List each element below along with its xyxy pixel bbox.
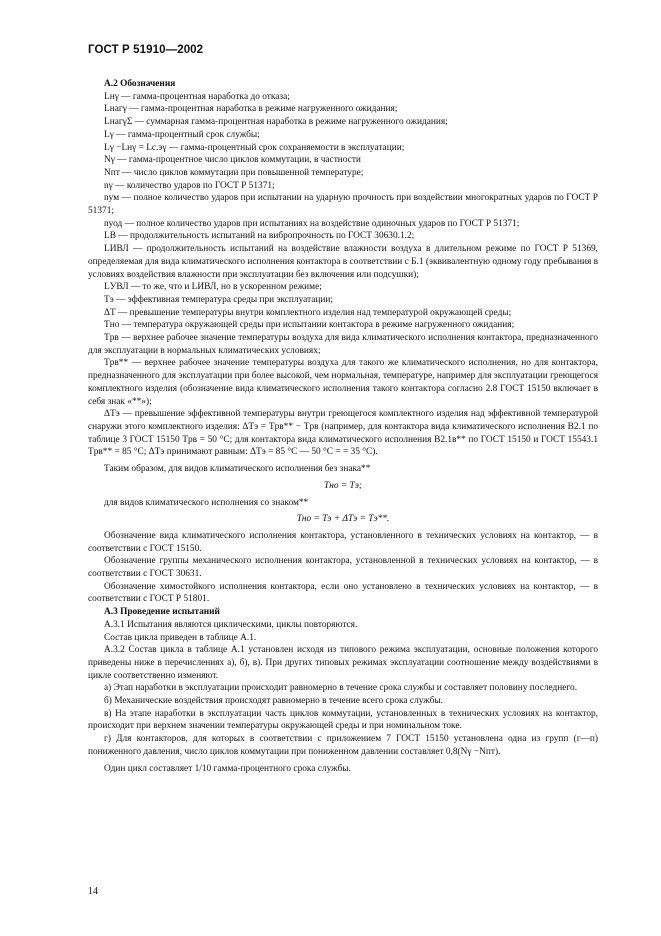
definition: Lγ — гамма-процентный срок службы; xyxy=(104,129,260,140)
paragraph-with: для видов климатического исполнения со знаком** xyxy=(104,497,309,508)
definition: nγ — количество ударов по ГОСТ Р 51371; xyxy=(104,180,275,191)
note: Обозначение химостойкого исполнения контактора, если оно установлено в технических условиях на контактор, — в соответствии с ГОСТ Р 51801. xyxy=(88,581,598,605)
definition: Lнагγ — гамма-процентная наработка в режиме нагруженного ожидания; xyxy=(104,104,398,115)
definition: Tрв — верхнее рабочее значение температуры воздуха для вида климатического исполнения контактора, предназначенного для эксплуатации в нормальных климатических условиях; xyxy=(88,333,598,356)
definition: Tрв** — верхнее рабочее значение температуры воздуха для такого же климатического исполнения, но для контактора, предназначенного для эксплуатации при более высокой, чем нормальная, температуре, например для эксплуатации греющегося комплектного изделия (обозначение вида климатического исполнения такого контактора согласно 2.8 ГОСТ 15150 включает в себя знак «**»); xyxy=(88,358,598,407)
formula-2: Tно = Tэ + ΔTэ = Tэ**. xyxy=(296,514,390,525)
definition: LИВЛ — продолжительность испытаний на воздействие влажности воздуха в длительном режиме по ГОСТ Р 51369, определяемая для вида климатического исполнения контактора в соответствии с Б.1 (эквивалентную одному году пребывания в условиях воздействия влажности при эксплуатации без включения или подсушки); xyxy=(88,244,598,280)
definition: ΔT — превышение температуры внутри комплектного изделия над температурой окружающей среды; xyxy=(104,307,512,318)
definition: Nγ — гамма-процентное число циклов коммутации, в частности xyxy=(104,155,361,166)
definition: Tно — температура окружающей среды при испытании контактора в режиме нагруженного ожидания; xyxy=(104,320,515,331)
definition: Nпт — число циклов коммутации при повышенной температуре; xyxy=(104,167,364,178)
definition: LнагγΣ — суммарная гамма-процентная наработка в режиме нагруженного ожидания; xyxy=(104,117,448,128)
definition: Lγ −Lнγ = Lс.эγ — гамма-процентный срок сохраняемости в эксплуатации; xyxy=(104,142,405,153)
definition: nум — полное количество ударов при испытании на ударную прочность при воздействии многократных ударов по ГОСТ Р 51371; xyxy=(88,193,598,217)
formula-1: Tно = Tэ; xyxy=(324,480,362,491)
paragraph: А.3.1 Испытания являются циклическими, циклы повторяются. xyxy=(104,619,358,630)
definition: Lнγ — гамма-процентная наработка до отказа; xyxy=(104,91,290,102)
definition: nуод — полное количество ударов при испытаниях на воздействие одиночных ударов по ГОСТ Р 51371; xyxy=(104,218,520,229)
section-a2-title: А.2 Обозначения xyxy=(104,79,176,89)
note: Обозначение группы механического исполнения контактора, установленной в технических условиях на контактор, — в соответствии с ГОСТ 30631. xyxy=(88,556,598,580)
document-body xyxy=(88,78,598,775)
definition: LВ — продолжительность испытаний на вибропрочность по ГОСТ 30630.1.2; xyxy=(104,231,415,242)
document-header: ГОСТ Р 51910—2002 xyxy=(88,44,204,56)
paragraph: Состав цикла приведен в таблице А.1. xyxy=(104,632,257,643)
paragraph: А.3.2 Состав цикла в таблице А.1 установлен исходя из типового режима эксплуатации, основные положения которого приведены ниже в перечислениях а), б), в). При других типовых режимах эксплуатации соотношение между воздействиями в цикле соответственно изменяют. xyxy=(88,645,598,681)
list-item: б) Механические воздействия происходят равномерно в течение всего срока службы. xyxy=(104,696,443,707)
list-item: г) Для контакторов, для которых в соответствии с приложением 7 ГОСТ 15150 установлена одна из групп (г—п) пониженного давления, число циклов коммутации при пониженном давлении составляет 0,8(Nγ −Nпт). xyxy=(88,734,598,757)
definition: LУВЛ — то же, что и LИВЛ, но в ускоренном режиме; xyxy=(104,282,322,293)
section-a3-title: А.3 Проведение испытаний xyxy=(104,607,220,618)
paragraph-thus: Таким образом, для видов климатического исполнения без знака** xyxy=(104,464,371,475)
paragraph: Один цикл составляет 1/10 гамма-процентного срока службы. xyxy=(104,763,351,774)
list-item: а) Этап наработки в эксплуатации происходит равномерно в течение срока службы и составляет половину последнего. xyxy=(104,683,578,694)
definition: Tэ — эффективная температура среды при эксплуатации; xyxy=(104,294,333,305)
definition: ΔTэ — превышение эффективной температуры внутри греющегося комплектного изделия над эффективной температурой снаружи этого комплектного изделия: ΔTэ = Tрв** − Tрв (например, для контактора вида климатического исполнения В2.1 по таблице 3 ГОСТ 15150 Tрв = 50 °С; для контактора вида климатического исполнения В2.1в** по ГОСТ 15150 и ГОСТ 15543.1 Tрв** = 85 °С; ΔTэ принимают равным: ΔTэ = 85 °С — 50 °С = = 35 °С). xyxy=(88,409,598,458)
page-number: 14 xyxy=(88,886,98,897)
note: Обозначение вида климатического исполнения контактора, установленного в технических условиях на контактор, — в соответствии с ГОСТ 15150. xyxy=(88,530,598,554)
list-item: в) На этапе наработки в эксплуатации часть циклов коммутации, установленных в технических условиях на контактор, происходит при верхнем значении температуры окружающей среды и при номинальном токе. xyxy=(88,708,598,732)
